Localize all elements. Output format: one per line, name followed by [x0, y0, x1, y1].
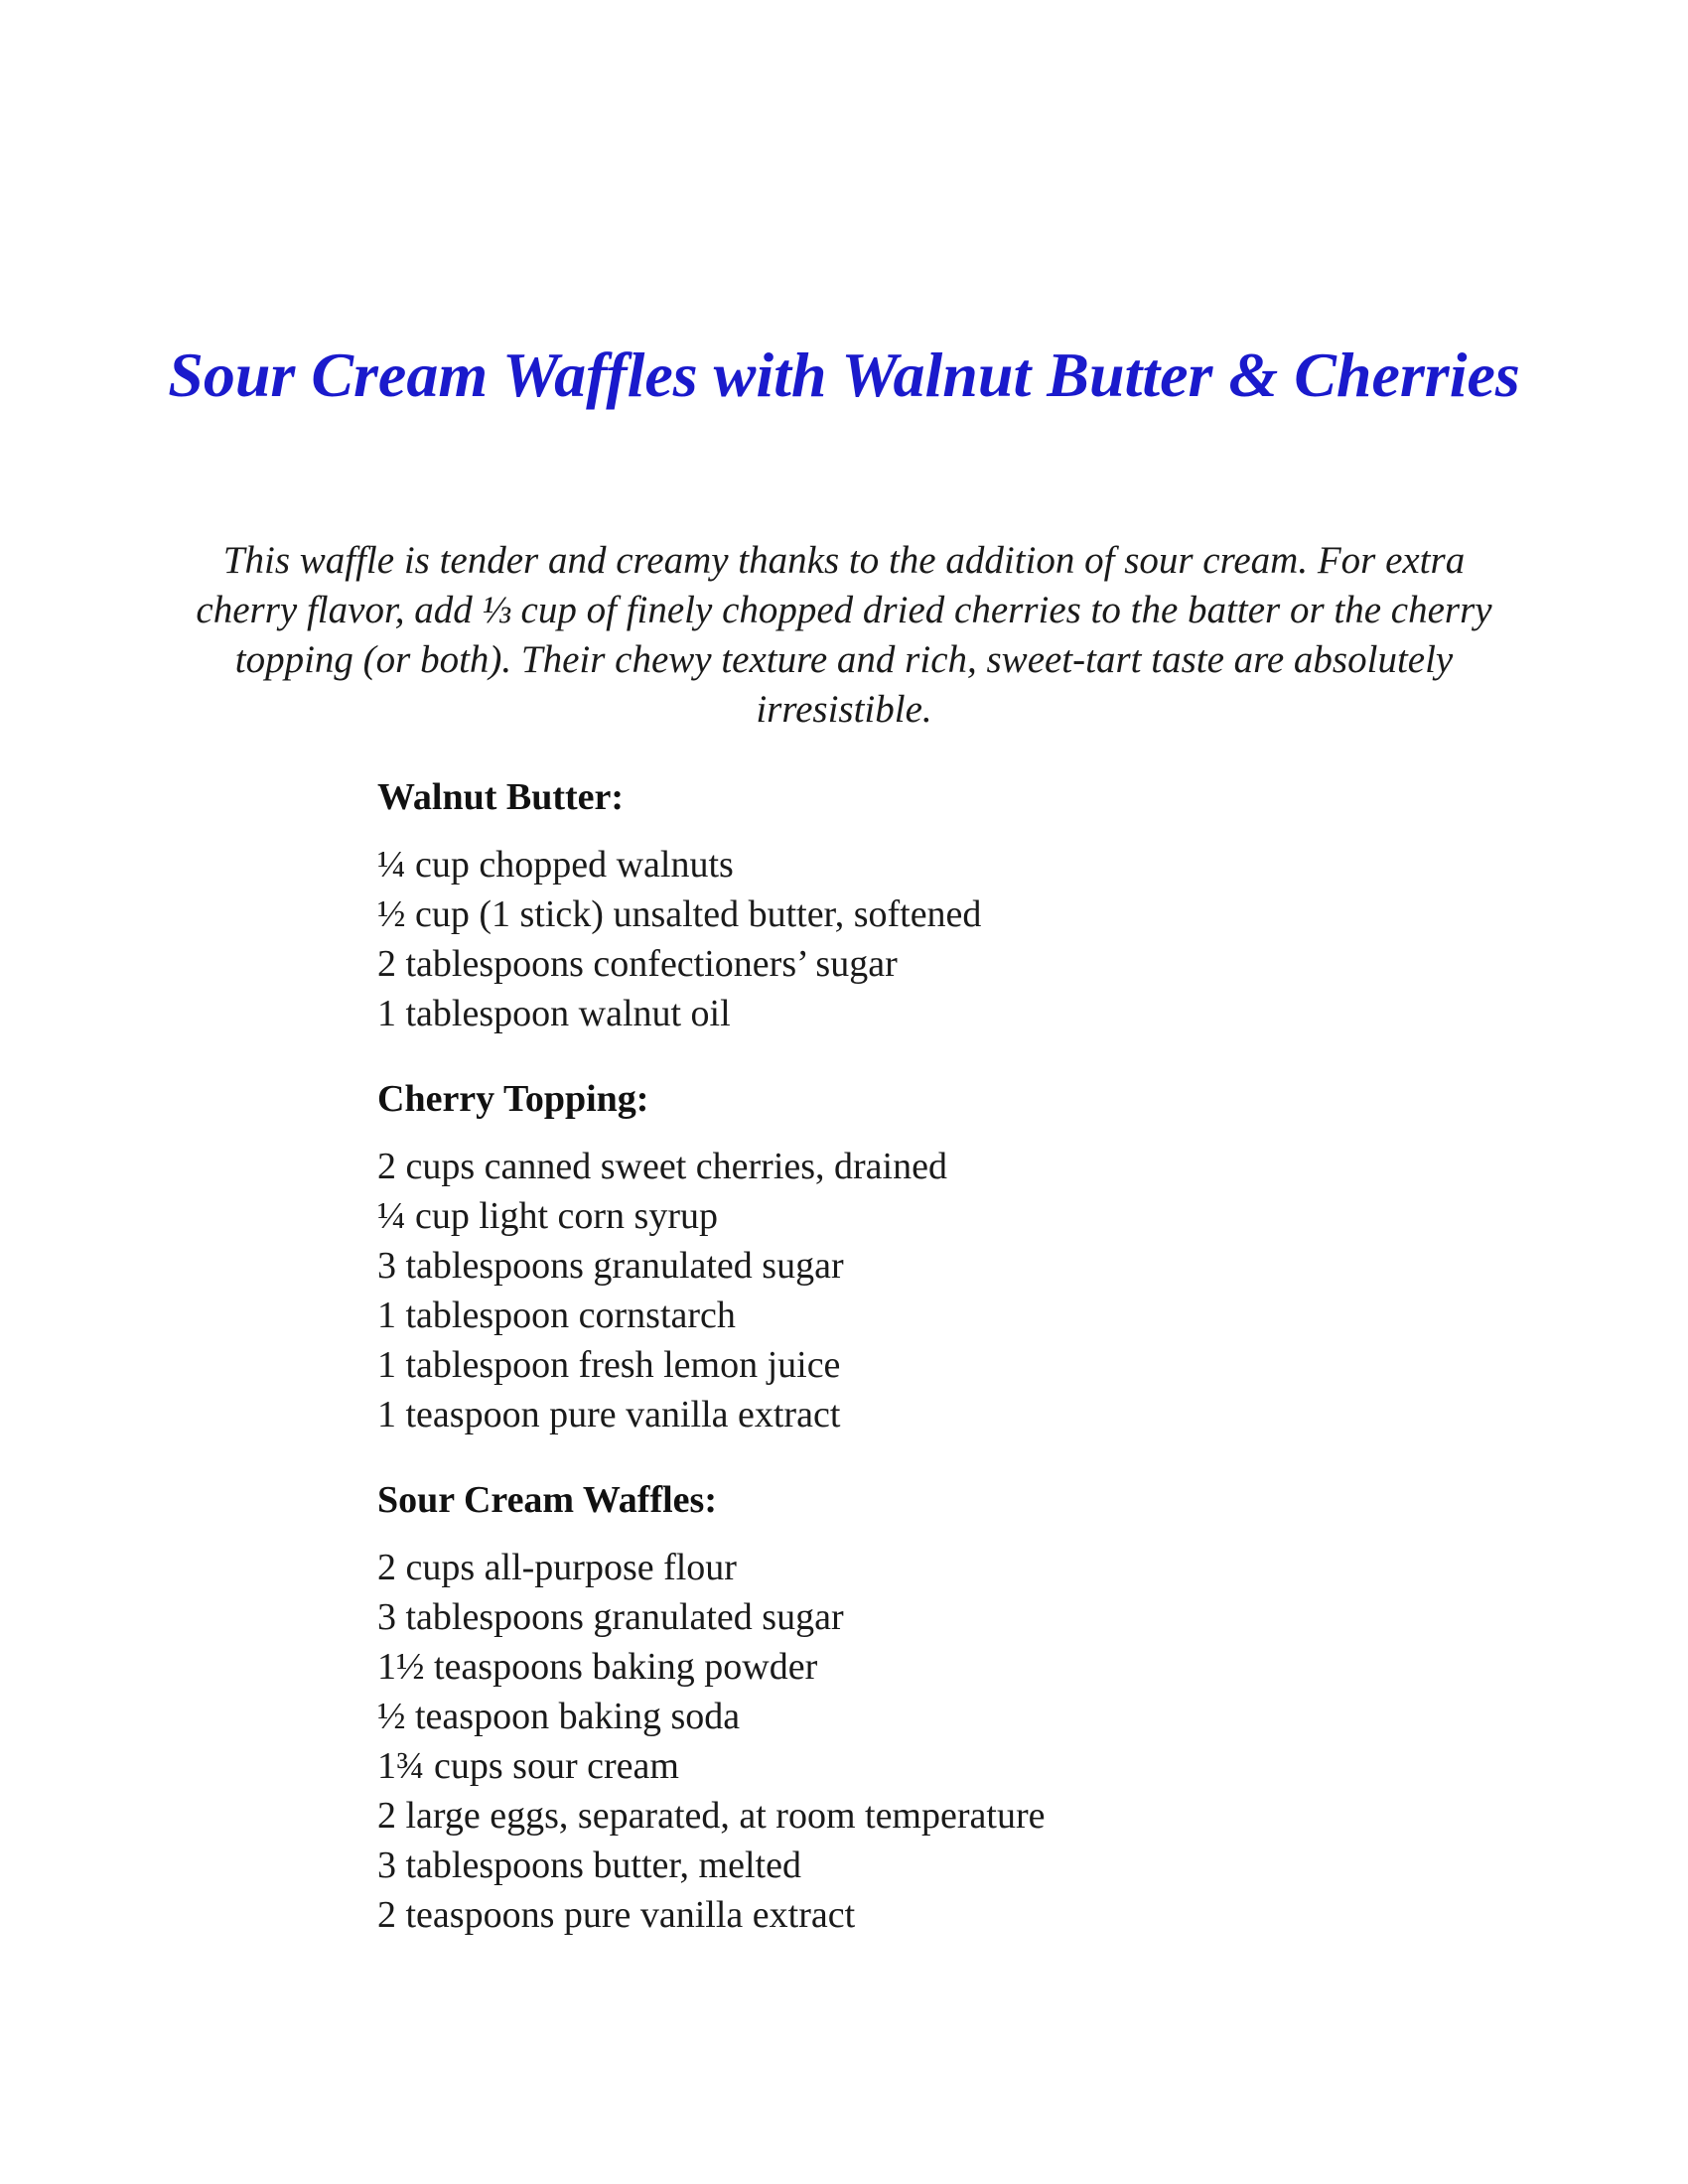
ingredient-item: ¼ cup light corn syrup [377, 1195, 719, 1237]
ingredient-item: 3 tablespoons butter, melted [377, 1844, 801, 1886]
ingredient-item: ½ teaspoon baking soda [377, 1696, 741, 1737]
section-sour-cream-waffles [377, 1477, 1470, 1940]
ingredient-item: 1½ teaspoons baking powder [377, 1646, 818, 1688]
ingredient-item: 2 cups canned sweet cherries, drained [377, 1146, 947, 1187]
ingredient-item: 3 tablespoons granulated sugar [377, 1596, 844, 1638]
ingredient-item: 2 large eggs, separated, at room temperature [377, 1795, 1046, 1837]
ingredient-item: 2 tablespoons confectioners’ sugar [377, 943, 898, 985]
ingredient-item: ¼ cup chopped walnuts [377, 844, 734, 886]
section-heading: Walnut Butter: [377, 776, 625, 818]
ingredient-item: ½ cup (1 stick) unsalted butter, softened [377, 893, 982, 935]
section-heading: Sour Cream Waffles: [377, 1479, 717, 1521]
ingredient-item: 1¾ cups sour cream [377, 1745, 679, 1787]
section-cherry-topping [377, 1076, 1470, 1439]
recipe-intro: This waffle is tender and creamy thanks to the addition of sour cream. For extra cherry flavor, add ⅓ cup of finely chopped dried cherries to the batter or the cherry topping (or both). Their chewy texture and rich, sweet-tart taste are absolutely irresistible. [196, 539, 1492, 731]
ingredient-item: 1 tablespoon fresh lemon juice [377, 1344, 841, 1386]
ingredient-item: 3 tablespoons granulated sugar [377, 1245, 844, 1287]
ingredient-item: 1 teaspoon pure vanilla extract [377, 1394, 841, 1435]
section-walnut-butter [377, 774, 1470, 1038]
ingredient-sections [377, 774, 1470, 1978]
ingredient-item: 1 tablespoon walnut oil [377, 993, 731, 1034]
ingredient-list [377, 840, 1470, 1038]
ingredient-list [377, 1543, 1470, 1940]
ingredient-item: 2 teaspoons pure vanilla extract [377, 1894, 856, 1936]
recipe-title: Sour Cream Waffles with Walnut Butter & Cherries [168, 340, 1520, 410]
section-heading: Cherry Topping: [377, 1078, 649, 1120]
ingredient-item: 2 cups all-purpose flour [377, 1547, 737, 1588]
ingredient-list [377, 1142, 1470, 1439]
ingredient-item: 1 tablespoon cornstarch [377, 1295, 736, 1336]
